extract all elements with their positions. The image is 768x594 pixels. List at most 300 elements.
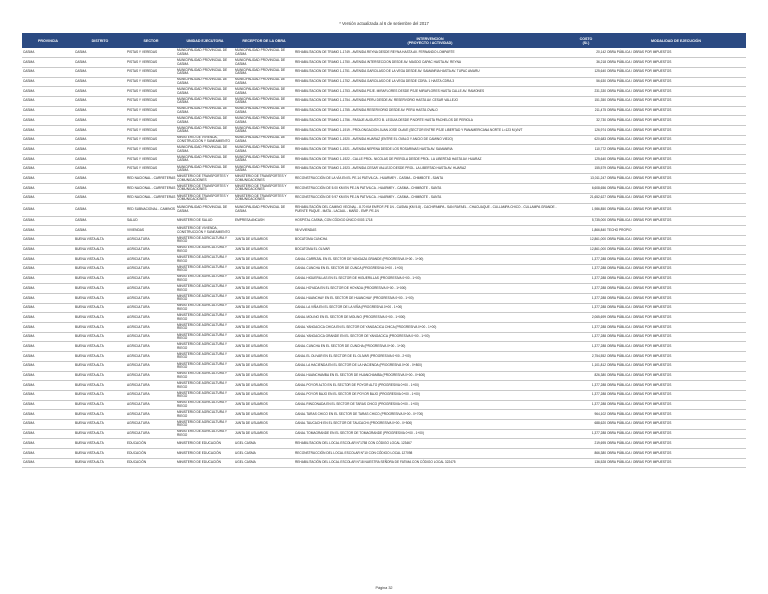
cell-intervencion: REHABILITACIÓN DEL LOCAL ESCOLAR N°18 NUESTRA SEÑORA DE FATIMA CON CÓDIGO LOCAL 322475 (294, 458, 566, 468)
cell-unidad-ejecutora: MINISTERIO DE AGRICULTURA Y RIEGO (176, 303, 234, 313)
cell-unidad-ejecutora: MINISTERIO DE TRANSPORTES Y COMUNICACIONES (176, 184, 234, 194)
cell-costo: 32,730 (566, 116, 606, 126)
cell-receptor: JUNTA DE USUARIOS (234, 400, 294, 410)
cell-intervencion: CANAL TOMAGRANDE EN EL SECTOR DE TOMAGRANDE (PROGRESIVA 0+00 - 1+00) (294, 429, 566, 439)
cell-unidad-ejecutora: MINISTERIO DE AGRICULTURA Y RIEGO (176, 294, 234, 304)
cell-costo: 2,065,699 (566, 313, 606, 323)
cell-distrito: CASMA (74, 145, 126, 155)
cell-sector: AGRICULTURA (126, 381, 176, 391)
cell-intervencion: CANAL YANGACICA GRANDE EN EL SECTOR DE YANGACICA (PROGRESIVA 0+00 - 1+00) (294, 332, 566, 342)
cell-costo: 1,377,288 (566, 390, 606, 400)
cell-receptor: MUNICIPALIDAD PROVINCIAL DE CASMA (234, 164, 294, 174)
cell-modalidad: OBRA PÚBLICA / OBRAS POR IMPUESTOS (606, 323, 746, 333)
cell-modalidad: OBRA PÚBLICA / OBRAS POR IMPUESTOS (606, 449, 746, 459)
cell-receptor: JUNTA DE USUARIOS (234, 332, 294, 342)
cell-provincia: CASMA (22, 116, 74, 126)
cell-receptor: UGEL CASMA (234, 458, 294, 468)
cell-sector: RED SUBNACIONAL - CAMINOS (126, 203, 176, 216)
cell-modalidad: OBRA PÚBLICA / OBRAS POR IMPUESTOS (606, 58, 746, 68)
cell-modalidad: OBRA PÚBLICA / OBRAS POR IMPUESTOS (606, 106, 746, 116)
cell-costo: 5,735,000 (566, 216, 606, 226)
cell-distrito: BUENA VISTA ALTA (74, 235, 126, 245)
cell-sector: AGRICULTURA (126, 323, 176, 333)
table-row (22, 58, 746, 68)
table-row (22, 216, 746, 226)
cell-unidad-ejecutora: MUNICIPALIDAD PROVINCIAL DE CASMA (176, 96, 234, 106)
cell-unidad-ejecutora: MUNICIPALIDAD PROVINCIAL DE CASMA (176, 116, 234, 126)
cell-sector: AGRICULTURA (126, 245, 176, 255)
cell-intervencion: CANAL LA VIÑA EN EL SECTOR DE LA VIÑA (PROGRESIVA 0+00 - 1+00) (294, 303, 566, 313)
cell-sector: AGRICULTURA (126, 361, 176, 371)
table-row (22, 400, 746, 410)
cell-sector: PISTAS Y VEREDAS (126, 145, 176, 155)
cell-receptor: JUNTA DE USUARIOS (234, 381, 294, 391)
cell-costo: 1,377,288 (566, 284, 606, 294)
cell-sector: PISTAS Y VEREDAS (126, 96, 176, 106)
cell-costo: 688,620 (566, 419, 606, 429)
page-number: Página 32 (375, 586, 393, 590)
cell-distrito: CASMA (74, 116, 126, 126)
cell-distrito: BUENA VISTA ALTA (74, 371, 126, 381)
cell-unidad-ejecutora: MINISTERIO DE AGRICULTURA Y RIEGO (176, 381, 234, 391)
cell-sector: AGRICULTURA (126, 235, 176, 245)
cell-unidad-ejecutora: MINISTERIO DE EDUCACIÓN (176, 439, 234, 449)
cell-distrito: BUENA VISTA ALTA (74, 313, 126, 323)
cell-unidad-ejecutora: MUNICIPALIDAD PROVINCIAL DE CASMA (176, 106, 234, 116)
cell-sector: AGRICULTURA (126, 284, 176, 294)
cell-unidad-ejecutora: MINISTERIO DE TRANSPORTES Y COMUNICACIONES (176, 193, 234, 203)
cell-intervencion: REHABILITACION DE TRAMO 1-1753 - AVENIDA PSJE. MIRAFLORES DESDE PSJE MIRAFLORES HASTA CALLE AV. RAMONES (294, 87, 566, 97)
cell-sector: AGRICULTURA (126, 264, 176, 274)
cell-receptor: JUNTA DE USUARIOS (234, 245, 294, 255)
cell-receptor: MUNICIPALIDAD PROVINCIAL DE CASMA (234, 135, 294, 145)
cell-unidad-ejecutora: MINISTERIO DE AGRICULTURA Y RIEGO (176, 235, 234, 245)
cell-sector: RED NACIONAL - CARRETERAS (126, 193, 176, 203)
cell-provincia: CASMA (22, 145, 74, 155)
works-table-container (22, 33, 746, 468)
cell-costo: 1,377,288 (566, 332, 606, 342)
cell-unidad-ejecutora: MINISTERIO DE AGRICULTURA Y RIEGO (176, 390, 234, 400)
cell-provincia: CASMA (22, 284, 74, 294)
cell-receptor: JUNTA DE USUARIOS (234, 313, 294, 323)
cell-costo: 1,377,288 (566, 303, 606, 313)
cell-intervencion: REHABILITACIÓN DEL CAMINO VECINAL - 8.70 KM EMP.DF-PE 1N - CASMA (KM 5.8) - CACHIPAMPA - SAN RAFAEL - CHACUAQUE - CULLAMPA CHICO - CULLAMPA GRANDE - PUENTE PAQUE - MATA - LACAUL - MAÑO - EMP. PE-1N (294, 203, 566, 216)
cell-receptor: MUNICIPALIDAD PROVINCIAL DE CASMA (234, 58, 294, 68)
cell-receptor: JUNTA DE USUARIOS (234, 419, 294, 429)
cell-provincia: CASMA (22, 77, 74, 87)
cell-sector: PISTAS Y VEREDAS (126, 106, 176, 116)
cell-sector: PISTAS Y VEREDAS (126, 126, 176, 136)
version-note: * Versión actualizada al 6 de setiembre del 2017 (339, 21, 429, 26)
cell-provincia: CASMA (22, 126, 74, 136)
cell-costo: 110,772 (566, 145, 606, 155)
cell-modalidad: OBRA PÚBLICA / OBRAS POR IMPUESTOS (606, 313, 746, 323)
cell-costo: 866,380 (566, 449, 606, 459)
cell-costo: 1,377,288 (566, 400, 606, 410)
table-row (22, 303, 746, 313)
table-row (22, 284, 746, 294)
cell-intervencion: REHABILITACION DE TRAMO 1-1922 - CALLE PROL. NICOLAS DE PIEROLA DESDE PROL. LA LIBERTAD HASTA AV. HUARAZ (294, 155, 566, 165)
cell-distrito: BUENA VISTA ALTA (74, 390, 126, 400)
cell-intervencion: CANAL TAUCACHI EN EL SECTOR DE TAUCACHI (PROGRESIVA 0+00 - 0+500) (294, 419, 566, 429)
cell-modalidad: OBRA PÚBLICA / OBRAS POR IMPUESTOS (606, 284, 746, 294)
cell-provincia: CASMA (22, 274, 74, 284)
header-distrito: DISTRITO (74, 33, 126, 48)
cell-modalidad: OBRA PÚBLICA / OBRAS POR IMPUESTOS (606, 294, 746, 304)
cell-sector: RED NACIONAL - CARRETERAS (126, 184, 176, 194)
table-row (22, 410, 746, 420)
cell-unidad-ejecutora: MUNICIPALIDAD PROVINCIAL DE CASMA (176, 203, 234, 216)
cell-modalidad: OBRA PÚBLICA / OBRAS POR IMPUESTOS (606, 371, 746, 381)
cell-sector: AGRICULTURA (126, 352, 176, 362)
cell-provincia: CASMA (22, 203, 74, 216)
table-row (22, 381, 746, 391)
table-row (22, 77, 746, 87)
cell-sector: AGRICULTURA (126, 313, 176, 323)
cell-sector: SALUD (126, 216, 176, 226)
cell-intervencion: CANAL HOYADA EN EL SECTOR DE HOYADA (PROGRESIVA 0+00 - 1+000) (294, 284, 566, 294)
cell-receptor: JUNTA DE USUARIOS (234, 255, 294, 265)
cell-distrito: BUENA VISTA ALTA (74, 381, 126, 391)
cell-sector: AGRICULTURA (126, 419, 176, 429)
cell-unidad-ejecutora: MUNICIPALIDAD PROVINCIAL DE CASMA (176, 164, 234, 174)
cell-intervencion: REHABILITACION DE TRAMO 1-1923 - AVENIDA CESAR VALLEJO DESDE PROL. LA LIBERTAD HASTA AV. HUARAZ (294, 164, 566, 174)
cell-intervencion: RECONSTRUCCIÓN DEL LOCAL ESCOLAR N°10 CON CÓDIGO LOCAL 127098 (294, 449, 566, 459)
cell-sector: AGRICULTURA (126, 371, 176, 381)
cell-unidad-ejecutora: MUNICIPALIDAD PROVINCIAL DE CASMA (176, 67, 234, 77)
cell-receptor: MUNICIPALIDAD PROVINCIAL DE CASMA (234, 145, 294, 155)
table-row (22, 116, 746, 126)
cell-provincia: CASMA (22, 96, 74, 106)
cell-distrito: CASMA (74, 106, 126, 116)
cell-receptor: JUNTA DE USUARIOS (234, 303, 294, 313)
table-row (22, 235, 746, 245)
cell-intervencion: REHABILITACION DE TRAMO 1-1754 - AVENIDA PERU DESDE AV. RESERVORIO HASTA AV. CESAR VALLEJO (294, 96, 566, 106)
cell-distrito: BUENA VISTA ALTA (74, 410, 126, 420)
header-sector: SECTOR (126, 33, 176, 48)
table-row (22, 226, 746, 236)
table-row (22, 255, 746, 265)
cell-receptor: MUNICIPALIDAD PROVINCIAL DE CASMA (234, 126, 294, 136)
cell-sector: PISTAS Y VEREDAS (126, 77, 176, 87)
cell-modalidad: OBRA PÚBLICA / OBRAS POR IMPUESTOS (606, 245, 746, 255)
cell-intervencion: CANAL HIGUERILLAS EN EL SECTOR DE HIGUERILLAS (PROGRESIVA 0+00 - 1+00) (294, 274, 566, 284)
cell-receptor: MUNICIPALIDAD PROVINCIAL DE CASMA (234, 203, 294, 216)
cell-distrito: CASMA (74, 216, 126, 226)
cell-intervencion: RECONSTRUCCIÓN DE LA VÍA EN EL PE-14 PATIVILCA - HUARMEY - CASMA - CHIMBOTE - SANTA (294, 174, 566, 184)
table-row (22, 87, 746, 97)
cell-modalidad: OBRA PÚBLICA / OBRAS POR IMPUESTOS (606, 235, 746, 245)
cell-sector: PISTAS Y VEREDAS (126, 116, 176, 126)
cell-costo: 1,377,288 (566, 429, 606, 439)
cell-distrito: CASMA (74, 58, 126, 68)
cell-unidad-ejecutora: MUNICIPALIDAD PROVINCIAL DE CASMA (176, 58, 234, 68)
table-row (22, 361, 746, 371)
cell-unidad-ejecutora: MUNICIPALIDAD PROVINCIAL DE CASMA (176, 77, 234, 87)
cell-sector: AGRICULTURA (126, 390, 176, 400)
table-row (22, 106, 746, 116)
cell-sector: PISTAS Y VEREDAS (126, 67, 176, 77)
cell-modalidad: OBRA PÚBLICA / OBRAS POR IMPUESTOS (606, 155, 746, 165)
cell-unidad-ejecutora: MINISTERIO DE AGRICULTURA Y RIEGO (176, 410, 234, 420)
cell-costo: 620,683 (566, 135, 606, 145)
table-row (22, 264, 746, 274)
cell-modalidad: OBRA PÚBLICA / OBRAS POR IMPUESTOS (606, 216, 746, 226)
cell-intervencion: REHABILITACION DE TRAMO 1-1919 - PROLONGACION JUAN JOSE OLAVE (SECTOR ENTRE PSJE LIBERTAD Y PANAMERICANA NORTE L=123 M.)/N/T (294, 126, 566, 136)
cell-modalidad: OBRA PÚBLICA / OBRAS POR IMPUESTOS (606, 400, 746, 410)
cell-modalidad: OBRA PÚBLICA / OBRAS POR IMPUESTOS (606, 48, 746, 58)
cell-provincia: CASMA (22, 264, 74, 274)
cell-receptor: JUNTA DE USUARIOS (234, 361, 294, 371)
cell-distrito: CASMA (74, 135, 126, 145)
cell-intervencion: REHABILITACION DE TRAMO 1-1750 - AVENIDA INTERSECCION DESDE AV. MAGDO CAPAC HASTA AV. REYNA (294, 58, 566, 68)
table-row (22, 390, 746, 400)
cell-costo: 1,377,288 (566, 381, 606, 391)
cell-provincia: CASMA (22, 449, 74, 459)
cell-modalidad: TECHO PROPIO (606, 226, 746, 236)
cell-distrito: CASMA (74, 77, 126, 87)
cell-intervencion: RECONSTRUCCIÓN DE 5.00 KM EN PE-1N PATIVILCA - HUARMEY - CASMA - CHIMBOTE - SANTA (294, 184, 566, 194)
cell-unidad-ejecutora: MINISTERIO DE AGRICULTURA Y RIEGO (176, 274, 234, 284)
cell-intervencion: REHABILITACION DE TRAMO 1-1749 - AVENIDA REYNA DESDE REYNA HASTA AV. FERNANDO LOMPARTE (294, 48, 566, 58)
cell-unidad-ejecutora: MUNICIPALIDAD PROVINCIAL DE CASMA (176, 155, 234, 165)
cell-unidad-ejecutora: MINISTERIO DE AGRICULTURA Y RIEGO (176, 255, 234, 265)
cell-intervencion: 98 VIVIENDAS (294, 226, 566, 236)
cell-sector: PISTAS Y VEREDAS (126, 164, 176, 174)
cell-provincia: CASMA (22, 87, 74, 97)
cell-receptor: JUNTA DE USUARIOS (234, 429, 294, 439)
cell-modalidad: OBRA PÚBLICA / OBRAS POR IMPUESTOS (606, 342, 746, 352)
cell-provincia: CASMA (22, 303, 74, 313)
cell-unidad-ejecutora: MINISTERIO DE AGRICULTURA Y RIEGO (176, 361, 234, 371)
cell-sector: PISTAS Y VEREDAS (126, 155, 176, 165)
cell-receptor: EMPRESA ANCASH (234, 216, 294, 226)
cell-receptor: MUNICIPALIDAD PROVINCIAL DE CASMA (234, 67, 294, 77)
table-row (22, 274, 746, 284)
cell-costo: 1,866,840 (566, 226, 606, 236)
cell-receptor: MUNICIPALIDAD PROVINCIAL DE CASMA (234, 77, 294, 87)
cell-unidad-ejecutora: MINISTERIO DE AGRICULTURA Y RIEGO (176, 313, 234, 323)
cell-receptor (234, 226, 294, 236)
cell-provincia: CASMA (22, 67, 74, 77)
cell-provincia: CASMA (22, 164, 74, 174)
table-row (22, 342, 746, 352)
cell-intervencion: REHABILITACION DE TRAMO 1-1752 - AVENIDA GARCILASO DE LA VEGA DESDE CDRA. 1 HASTA CDRA.3 (294, 77, 566, 87)
table-row (22, 332, 746, 342)
cell-costo: 126,974 (566, 126, 606, 136)
table-row (22, 294, 746, 304)
table-row (22, 174, 746, 184)
cell-sector: AGRICULTURA (126, 400, 176, 410)
cell-provincia: CASMA (22, 48, 74, 58)
cell-receptor: MUNICIPALIDAD PROVINCIAL DE CASMA (234, 155, 294, 165)
cell-receptor: JUNTA DE USUARIOS (234, 323, 294, 333)
cell-sector: EDUCACIÓN (126, 449, 176, 459)
cell-distrito: CASMA (74, 174, 126, 184)
cell-distrito: BUENA VISTA ALTA (74, 274, 126, 284)
cell-modalidad: OBRA PÚBLICA / OBRAS POR IMPUESTOS (606, 390, 746, 400)
table-row (22, 145, 746, 155)
header-receptor: RECEPTOR DE LA OBRA (234, 33, 294, 48)
table-row (22, 184, 746, 194)
cell-provincia: CASMA (22, 361, 74, 371)
table-row (22, 439, 746, 449)
cell-costo: 1,377,288 (566, 323, 606, 333)
cell-intervencion: CANAL CUNCHA EN EL SECTOR DE CUNCA (PROGRESIVA 0+00 - 1+00) (294, 264, 566, 274)
cell-distrito: BUENA VISTA ALTA (74, 255, 126, 265)
cell-distrito: BUENA VISTA ALTA (74, 332, 126, 342)
cell-distrito: BUENA VISTA ALTA (74, 458, 126, 468)
cell-provincia: CASMA (22, 400, 74, 410)
cell-modalidad: OBRA PÚBLICA / OBRAS POR IMPUESTOS (606, 429, 746, 439)
cell-intervencion: CANAL POYOR ALTO EN EL SECTOR DE POYOR ALTO (PROGRESIVA 0+00 - 1+00) (294, 381, 566, 391)
cell-unidad-ejecutora: MUNICIPALIDAD PROVINCIAL DE CASMA (176, 48, 234, 58)
cell-provincia: CASMA (22, 155, 74, 165)
cell-unidad-ejecutora: MINISTERIO DE EDUCACIÓN (176, 449, 234, 459)
cell-sector: AGRICULTURA (126, 342, 176, 352)
cell-costo: 56,630 (566, 77, 606, 87)
cell-sector: EDUCACIÓN (126, 439, 176, 449)
cell-modalidad: OBRA PÚBLICA / OBRAS POR IMPUESTOS (606, 381, 746, 391)
cell-distrito: BUENA VISTA ALTA (74, 429, 126, 439)
cell-receptor: JUNTA DE USUARIOS (234, 274, 294, 284)
cell-provincia: CASMA (22, 235, 74, 245)
cell-sector: RED NACIONAL - CARRETERAS (126, 174, 176, 184)
cell-distrito: CASMA (74, 155, 126, 165)
cell-intervencion: BOCATOMA CUNCHA (294, 235, 566, 245)
cell-intervencion: RECONSTRUCCIÓN DE 9.97 KM EN PE-1N PATIVILCA - HUARMEY - CASMA - CHIMBOTE - SANTA (294, 193, 566, 203)
cell-costo: 211,475 (566, 106, 606, 116)
cell-costo: 826,380 (566, 371, 606, 381)
cell-provincia: CASMA (22, 313, 74, 323)
cell-unidad-ejecutora: MINISTERIO DE AGRICULTURA Y RIEGO (176, 429, 234, 439)
table-header-row (22, 33, 746, 48)
cell-provincia: CASMA (22, 135, 74, 145)
cell-distrito: BUENA VISTA ALTA (74, 294, 126, 304)
cell-sector: AGRICULTURA (126, 294, 176, 304)
cell-costo: 36,218 (566, 58, 606, 68)
cell-costo: 1,377,288 (566, 342, 606, 352)
cell-distrito: CASMA (74, 48, 126, 58)
cell-costo: 964,102 (566, 410, 606, 420)
cell-distrito: CASMA (74, 164, 126, 174)
cell-receptor: MUNICIPALIDAD PROVINCIAL DE CASMA (234, 106, 294, 116)
cell-modalidad: OBRA PÚBLICA / OBRAS POR IMPUESTOS (606, 193, 746, 203)
cell-distrito: CASMA (74, 184, 126, 194)
cell-sector: AGRICULTURA (126, 255, 176, 265)
cell-receptor: UGEL CASMA (234, 439, 294, 449)
cell-sector: AGRICULTURA (126, 274, 176, 284)
cell-receptor: MUNICIPALIDAD PROVINCIAL DE CASMA (234, 48, 294, 58)
cell-costo: 13,011,247 (566, 174, 606, 184)
cell-modalidad: OBRA PÚBLICA / OBRAS POR IMPUESTOS (606, 116, 746, 126)
header-modalidad: MODALIDAD DE EJECUCIÓN (606, 33, 746, 48)
cell-receptor: MUNICIPALIDAD PROVINCIAL DE CASMA (234, 87, 294, 97)
table-row (22, 135, 746, 145)
cell-modalidad: OBRA PÚBLICA / OBRAS POR IMPUESTOS (606, 135, 746, 145)
table-row (22, 352, 746, 362)
cell-unidad-ejecutora: MINISTERIO DE AGRICULTURA Y RIEGO (176, 352, 234, 362)
cell-unidad-ejecutora: MINISTERIO DE TRANSPORTES Y COMUNICACIONES (176, 174, 234, 184)
table-row (22, 429, 746, 439)
cell-provincia: CASMA (22, 458, 74, 468)
cell-intervencion: BOCATOMA EL OLIVAR (294, 245, 566, 255)
cell-intervencion: CANAL RINCONADA EN EL SECTOR DE TARAS CHICO (PROGRESIVA 0+00 - 1+00) (294, 400, 566, 410)
cell-sector: AGRICULTURA (126, 410, 176, 420)
cell-distrito: BUENA VISTA ALTA (74, 284, 126, 294)
cell-intervencion: HOSPITAL CASMA, CON CÓDIGO ÚNICO 0003 1718 (294, 216, 566, 226)
cell-unidad-ejecutora: MUNICIPALIDAD PROVINCIAL DE CASMA (176, 126, 234, 136)
cell-distrito: BUENA VISTA ALTA (74, 303, 126, 313)
cell-provincia: CASMA (22, 245, 74, 255)
cell-provincia: CASMA (22, 429, 74, 439)
cell-unidad-ejecutora: MINISTERIO DE EDUCACIÓN (176, 458, 234, 468)
cell-distrito: BUENA VISTA ALTA (74, 419, 126, 429)
cell-modalidad: OBRA PÚBLICA / OBRAS POR IMPUESTOS (606, 126, 746, 136)
cell-costo: 1,986,850 (566, 203, 606, 216)
cell-costo: 1,377,288 (566, 274, 606, 284)
cell-provincia: CASMA (22, 174, 74, 184)
cell-receptor: MINISTERIO DE TRANSPORTES Y COMUNICACIONES (234, 174, 294, 184)
table-row (22, 67, 746, 77)
cell-modalidad: OBRA PÚBLICA / OBRAS POR IMPUESTOS (606, 96, 746, 106)
cell-intervencion: CANAL LA HACIENDA EN EL SECTOR DE LA HACIENDA (PROGRESIVA 0+00 - 0+800) (294, 361, 566, 371)
table-row (22, 203, 746, 216)
table-row (22, 96, 746, 106)
cell-receptor: MINISTERIO DE TRANSPORTES Y COMUNICACIONES (234, 184, 294, 194)
cell-receptor: JUNTA DE USUARIOS (234, 235, 294, 245)
cell-modalidad: OBRA PÚBLICA / OBRAS POR IMPUESTOS (606, 303, 746, 313)
cell-provincia: CASMA (22, 419, 74, 429)
table-row (22, 245, 746, 255)
cell-distrito: BUENA VISTA ALTA (74, 342, 126, 352)
cell-receptor: MUNICIPALIDAD PROVINCIAL DE CASMA (234, 96, 294, 106)
cell-costo: 6,608,656 (566, 184, 606, 194)
table-row (22, 193, 746, 203)
cell-intervencion: CANAL EL OLIVAR EN EL SECTOR DE EL OLIVAR (PROGRESIVA 0+00 - 2+00) (294, 352, 566, 362)
cell-sector: AGRICULTURA (126, 332, 176, 342)
cell-provincia: CASMA (22, 193, 74, 203)
cell-modalidad: OBRA PÚBLICA / OBRAS POR IMPUESTOS (606, 274, 746, 284)
cell-costo: 1,377,288 (566, 264, 606, 274)
table-body (22, 48, 746, 468)
cell-receptor: JUNTA DE USUARIOS (234, 264, 294, 274)
cell-unidad-ejecutora: MINISTERIO DE AGRICULTURA Y RIEGO (176, 323, 234, 333)
cell-costo: 125,640 (566, 155, 606, 165)
cell-distrito: BUENA VISTA ALTA (74, 323, 126, 333)
cell-intervencion: REHABILITACION DE TRAMO 1-1751 - AVENIDA GARCILASO DE LA VEGA DESDE AV. SAMANRIA HASTA AV. TUPAC AMARU (294, 67, 566, 77)
cell-receptor: JUNTA DE USUARIOS (234, 352, 294, 362)
cell-unidad-ejecutora: MUNICIPALIDAD PROVINCIAL DE CASMA (176, 145, 234, 155)
cell-sector: PISTAS Y VEREDAS (126, 135, 176, 145)
cell-intervencion: CANAL TARAS CHICO EN EL SECTOR DE TARAS CHICO (PROGRESIVA 0+00 - 0+700) (294, 410, 566, 420)
cell-unidad-ejecutora: MINISTERIO DE AGRICULTURA Y RIEGO (176, 284, 234, 294)
cell-unidad-ejecutora: MUNICIPALIDAD PROVINCIAL DE CASMA (176, 87, 234, 97)
cell-intervencion: REHABILITACION DE TRAMO 1-1921 - AVENIDA NEPENA DESDE LOS ROSARINAS HASTA AV. SAMANRIA (294, 145, 566, 155)
cell-distrito: BUENA VISTA ALTA (74, 264, 126, 274)
cell-costo: 231,330 (566, 87, 606, 97)
cell-provincia: CASMA (22, 410, 74, 420)
cell-provincia: CASMA (22, 352, 74, 362)
works-table (22, 33, 746, 468)
cell-modalidad: OBRA PÚBLICA / OBRAS POR IMPUESTOS (606, 255, 746, 265)
cell-distrito: CASMA (74, 193, 126, 203)
cell-modalidad: OBRA PÚBLICA / OBRAS POR IMPUESTOS (606, 361, 746, 371)
cell-modalidad: OBRA PÚBLICA / OBRAS POR IMPUESTOS (606, 352, 746, 362)
cell-receptor: JUNTA DE USUARIOS (234, 410, 294, 420)
cell-unidad-ejecutora: MINISTERIO DE AGRICULTURA Y RIEGO (176, 400, 234, 410)
cell-distrito: BUENA VISTA ALTA (74, 245, 126, 255)
